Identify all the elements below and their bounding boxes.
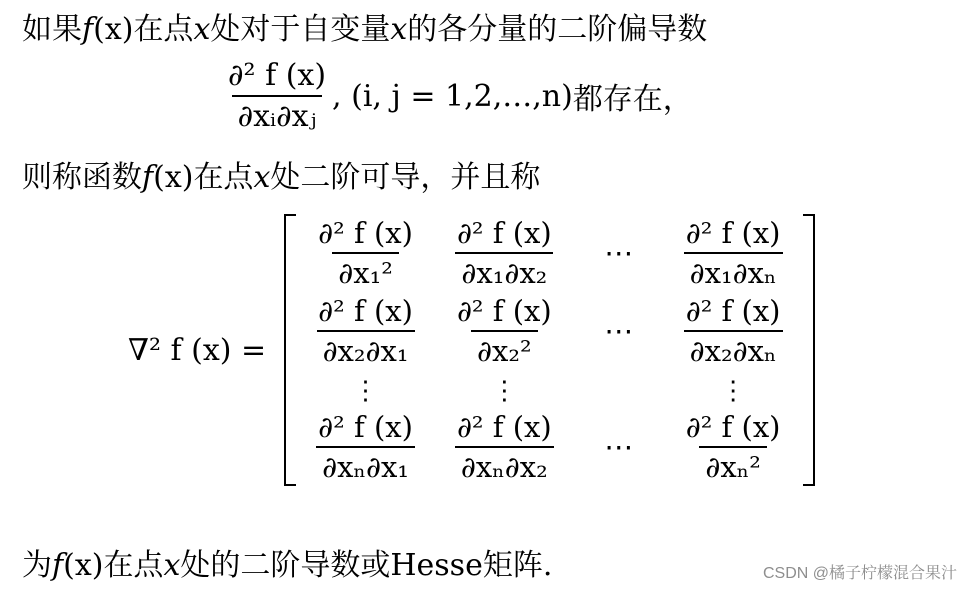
cell-denominator: ∂x₁∂x₂	[455, 252, 553, 290]
cell-denominator: ∂x₂∂xₙ	[684, 330, 783, 368]
cell-numerator: ∂² f (x)	[456, 216, 552, 250]
empty-cell	[574, 370, 664, 408]
text-segment: 的各分量的二阶偏导数	[407, 12, 708, 47]
cell-numerator: ∂² f (x)	[685, 410, 781, 444]
h-ellipsis: ⋯	[604, 236, 634, 270]
cell-r2c2	[435, 292, 574, 370]
math-x: x	[193, 12, 211, 47]
cell-r3c2	[435, 408, 574, 486]
matrix-row-vdots	[296, 370, 802, 408]
text-segment: 为	[22, 548, 52, 583]
cell-denominator: ∂x₁²	[332, 252, 399, 290]
fraction-numerator: ∂² f (x)	[228, 58, 327, 93]
left-bracket	[284, 214, 296, 486]
text-segment: 如果	[22, 12, 82, 47]
v-ellipsis-glyph: ⋮	[352, 376, 379, 406]
cell-r3c1	[296, 408, 435, 486]
cell-denominator: ∂xₙ∂x₁	[316, 446, 415, 484]
text-segment: 处对于自变量	[210, 12, 391, 47]
definition-line	[22, 152, 540, 196]
right-bracket	[803, 214, 815, 486]
text-segment: 在点	[193, 160, 254, 195]
v-ellipsis	[435, 370, 574, 408]
matrix-row-1	[296, 214, 802, 292]
cell-denominator: ∂xₙ∂x₂	[455, 446, 554, 484]
cell-denominator: ∂x₂∂x₁	[317, 330, 415, 368]
intro-line	[22, 4, 707, 48]
cell-numerator: ∂² f (x)	[456, 294, 552, 328]
text-segment: 则称函数	[22, 160, 142, 195]
cell-r2c3	[664, 292, 803, 370]
text-segment: 处二阶可导，并且称	[270, 160, 541, 195]
cell-numerator: ∂² f (x)	[685, 294, 781, 328]
h-ellipsis: ⋯	[604, 314, 634, 348]
math-x: x	[253, 160, 271, 195]
v-ellipsis-glyph: ⋮	[491, 376, 518, 406]
cell-denominator: ∂x₁∂xₙ	[684, 252, 783, 290]
cell-r1c2	[435, 214, 574, 292]
cell-numerator: ∂² f (x)	[318, 410, 413, 444]
math-f: f	[82, 12, 94, 47]
matrix-row-2	[296, 292, 802, 370]
index-range: , (i, j = 1,2,…,n)	[332, 78, 573, 114]
text-segment: 在点	[133, 12, 194, 47]
math-f: f	[142, 160, 154, 195]
math-f: f	[52, 548, 64, 583]
math-arg: (x)	[93, 12, 134, 47]
partial-fraction	[222, 58, 332, 134]
v-ellipsis	[296, 370, 435, 408]
text-segment: 处的二阶导数或Hesse矩阵.	[180, 548, 553, 583]
v-ellipsis	[664, 370, 803, 408]
cell-denominator: ∂x₂²	[471, 330, 538, 368]
math-x: x	[163, 548, 181, 583]
cell-r3c3	[664, 408, 803, 486]
math-x: x	[390, 12, 408, 47]
text-segment: 都存在，	[572, 82, 693, 117]
cell-numerator: ∂² f (x)	[318, 216, 413, 250]
h-ellipsis: ⋯	[604, 430, 634, 464]
existence-condition	[222, 58, 693, 134]
math-arg: (x)	[153, 160, 194, 195]
matrix-table	[296, 214, 802, 486]
math-arg: (x)	[63, 548, 104, 583]
watermark: CSDN @橘子柠檬混合果汁	[762, 565, 957, 582]
fraction-denominator: ∂xᵢ∂xⱼ	[232, 95, 323, 134]
cell-r2c1	[296, 292, 435, 370]
cell-numerator: ∂² f (x)	[456, 410, 552, 444]
hessian-matrix	[284, 214, 814, 486]
cell-denominator: ∂xₙ²	[699, 446, 767, 484]
cell-r1c1	[296, 214, 435, 292]
hessian-lhs: ∇² f (x) =	[128, 332, 267, 368]
v-ellipsis-glyph: ⋮	[720, 376, 747, 406]
cell-numerator: ∂² f (x)	[685, 216, 781, 250]
cell-r1c3	[664, 214, 803, 292]
conclusion-line	[22, 540, 552, 584]
text-segment: 在点	[103, 548, 164, 583]
hessian-equation	[128, 214, 815, 486]
cell-numerator: ∂² f (x)	[318, 294, 413, 328]
matrix-row-n	[296, 408, 802, 486]
